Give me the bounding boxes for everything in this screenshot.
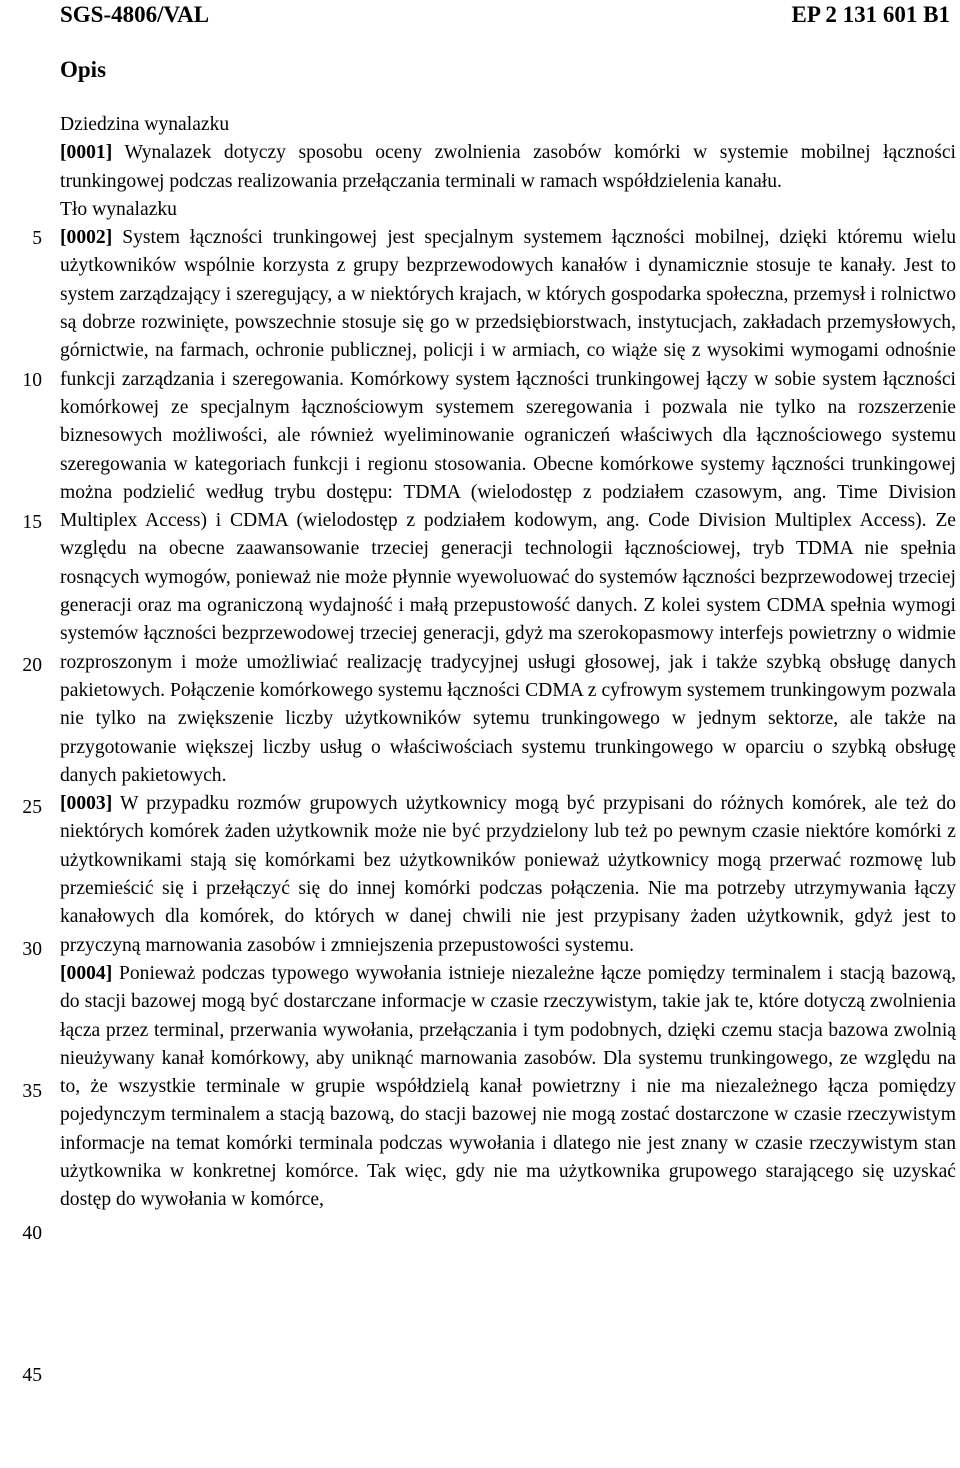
paragraph-text: System łączności trunkingowej jest specjalnym systemem łączności mobilnej, dzięki któremu wielu użytkowników wspólnie korzysta z grupy bezprzewodowych kanałów i dynamicznie stosuje te kanały. Jest to system zarządzający i szeregujący, a w niektórych krajach, w których gospodarka społeczna, przemysł i rolnictwo są dobrze rozwinięte, powszechnie stosuje się go w przedsiębiorstwach, instytucjach, zakładach przemysłowych, górnictwie, na farmach, ochronie publicznej, policji i w armiach, co wiąże się z wysokimi wymogami odnośnie funkcji zarządzania i szeregowania. Komórkowy system łączności trunkingowej łączy w sobie system łączności komórkowej ze specjalnym łącznościowym systemem szeregowania i pozwala nie tylko na rozszerzenie biznesowych możliwości, ale również wyeliminowanie ograniczeń właściwych dla łącznościowego systemu szeregowania w kategoriach funkcji i regionu stosowania. Obecne komórkowe systemy łączności trunkingowej można podzielić według trybu dostępu: TDMA (wielodostęp z podziałem czasowym, ang. Time Division Multiplex Access) i CDMA (wielodostęp z podziałem kodowym, ang. Code Division Multiplex Access). Ze względu na obecne zaawansowanie trzeciej generacji technologii łącznościowej, tryb TDMA nie spełnia rosnących wymogów, ponieważ nie może płynnie wyewoluować do systemów łączności bezprzewodowej trzeciej generacji oraz ma ograniczoną wydajność i małą przepustowość danych. Z kolei system CDMA spełnia wymogi systemów łączności bezprzewodowej trzeciej generacji, gdyż ma szerokopasmowy interfejs powietrzny o widmie rozproszonym i może umożliwiać realizację tradycyjnej usługi głosowej, jak i także szybką obsługę danych pakietowych. Połączenie komórkowego systemu łączności CDMA z cyfrowym systemem trunkingowym pozwala nie tylko na zwiększenie liczby użytkowników sytemu trunkingowego w jednym sektorze, ale także na przygotowanie większej liczby usług o właściwościach systemu trunkingowego w oparciu o szybką obsługę danych pakietowych. [60,227,956,786]
paragraph-text: W przypadku rozmów grupowych użytkownicy mogą być przypisani do różnych komórek, ale też do niektórych komórek żaden użytkownik może nie być przydzielony lub też po pewnym czasie niektóre komórki z użytkownikami stają się komórkami bez użytkowników ponieważ użytkownicy mogą przerwać rozmowę lub przemieścić się i przełączyć się do innej komórki podczas połączenia. Nie ma potrzeby utrzymywania łączy kanałowych dla komórek, do których w danej chwili nie jest przypisany żaden użytkownik, gdyż jest to przyczyną marnowania zasobów i zmniejszenia przepustowości systemu. [60,793,957,956]
paragraph-text: Wynalazek dotyczy sposobu oceny zwolnienia zasobów komórki w systemie mobilnej łączności trunkingowej podczas realizowania przełączania terminali w ramach współdzielenia kanału. [60,142,956,192]
paragraph-0003 [60,790,956,960]
line-number-10: 10 [22,370,42,391]
patent-number: EP 2 131 601 B1 [791,2,950,27]
paragraph-0002 [60,224,956,790]
line-number-35: 35 [22,1081,42,1102]
line-number-15: 15 [22,512,42,533]
line-number-30: 30 [22,939,42,960]
line-number-25: 25 [22,797,42,818]
line-number-40: 40 [22,1223,42,1244]
paragraph-text: Ponieważ podczas typowego wywołania istnieje niezależne łącze pomiędzy terminalem i stacją bazową, do stacji bazowej mogą być dostarczane informacje w czasie rzeczywistym, takie jak te, które dotyczą zwolnienia łącza przez terminal, przerwania wywołania, przełączania i tym podobnych, dzięki czemu stacja bazowa zwolnią nieużywany kanał komórkowy, aby uniknąć marnowania zasobów. Dla systemu trunkingowego, ze względu na to, że wszystkie terminale w grupie współdzielą kanał powietrzny i nie ma niezależnego łącza pomiędzy pojedynczym terminalem a stacją bazową, do stacji bazowej nie mogą zostać dostarczone w czasie rzeczywistym informacje na temat komórki terminala podczas wywołania i dlatego nie jest znany w czasie rzeczywistym stan użytkownika w konkretnej komórce. Tak więc, gdy nie ma użytkownika grupowego starającego się uzyskać dostęp do wywołania w komórce, [60,962,956,1211]
paragraph-number: [0001] [60,142,113,164]
paragraph-number: [0003] [60,793,113,815]
paragraph-number: [0002] [60,227,113,249]
page-title: Opis [60,57,107,82]
paragraph-0004 [60,960,956,1215]
paragraph-0001 [60,139,956,196]
section-heading-background: Tło wynalazku [60,198,177,220]
line-number-20: 20 [22,655,42,676]
section-heading-field: Dziedzina wynalazku [60,114,230,135]
document-code: SGS-4806/VAL [60,2,210,27]
line-number-45: 45 [22,1365,42,1386]
line-number-5: 5 [32,228,42,249]
document-body [60,111,956,1215]
paragraph-number: [0004] [60,962,113,984]
